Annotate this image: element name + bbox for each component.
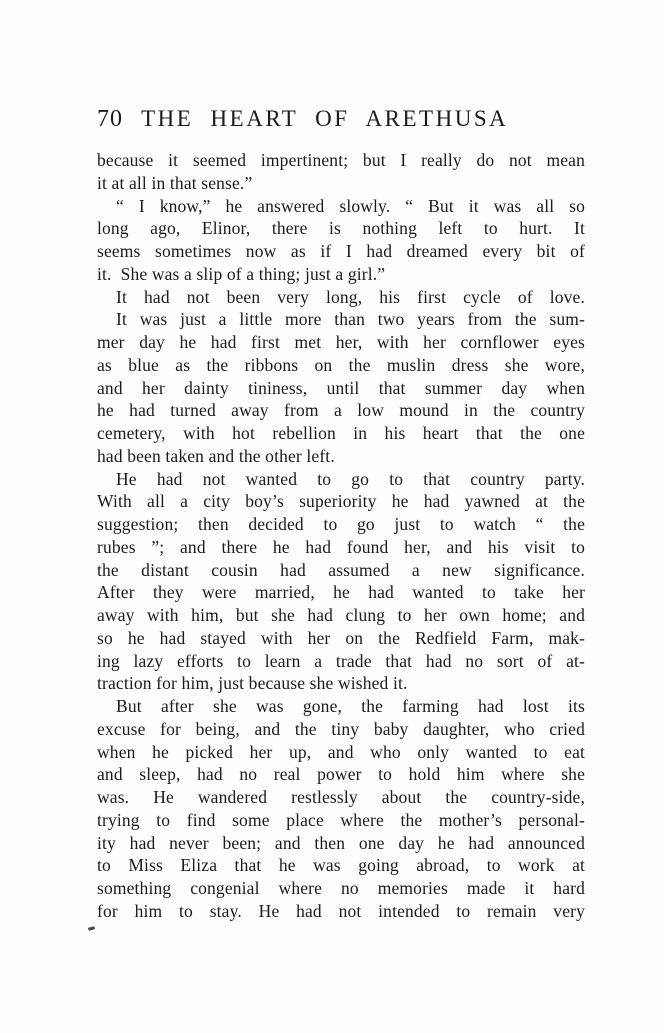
text-line: He had not wanted to go to that country party. — [116, 468, 585, 489]
text-line: and her dainty tininess, until that summer day when — [97, 377, 585, 398]
text-line: rubes ”; and there he had found her, and his visit to — [97, 536, 585, 557]
text-line: With all a city boy’s superiority he had yawned at the — [97, 491, 585, 512]
text-line: something congenial where no memories made it hard — [97, 878, 585, 898]
text-line: It was just a little more than two years from the sum- — [116, 309, 585, 330]
text-line: long ago, Elinor, there is nothing left to hurt. It — [97, 218, 585, 239]
page-number: 70 — [97, 106, 123, 132]
text-line: it at all in that sense.” — [97, 172, 253, 193]
text-line: he had turned away from a low mound in the country — [97, 400, 585, 421]
text-line: as blue as the ribbons on the muslin dress she wore, — [97, 354, 585, 375]
body-text — [97, 149, 585, 923]
text-line: It had not been very long, his first cycle of love. — [116, 286, 585, 307]
text-line: had been taken and the other left. — [97, 445, 335, 466]
text-line: cemetery, with hot rebellion in his heart that the one — [97, 423, 585, 443]
text-line: to Miss Eliza that he was going abroad, to work at — [97, 855, 585, 876]
text-line: traction for him, just because she wished it. — [97, 673, 408, 694]
text-line: ing lazy efforts to learn a trade that had no sort of at- — [97, 650, 585, 671]
text-line: ity had never been; and then one day he had announced — [97, 832, 585, 853]
text-line: “ I know,” he answered slowly. “ But it was all so — [116, 195, 585, 216]
text-line: away with him, but she had clung to her own home; and — [97, 605, 585, 625]
running-title: THE HEART OF ARETHUSA — [141, 106, 509, 131]
text-line: suggestion; then decided to go just to watch “ the — [97, 514, 585, 534]
text-line: and sleep, had no real power to hold him where she — [97, 764, 585, 785]
text-line: was. He wandered restlessly about the country-side, — [97, 787, 585, 807]
text-line: it. She was a slip of a thing; just a girl.” — [97, 263, 386, 284]
text-line: But after she was gone, the farming had lost its — [116, 696, 585, 716]
text-line: the distant cousin had assumed a new significance. — [97, 559, 585, 580]
text-line: After they were married, he had wanted to take her — [97, 582, 585, 603]
text-line: excuse for being, and the tiny baby daughter, who cried — [97, 718, 585, 739]
text-line: so he had stayed with her on the Redfield Farm, mak- — [97, 627, 585, 648]
text-line: mer day he had first met her, with her cornflower eyes — [97, 332, 585, 352]
text-line: seems sometimes now as if I had dreamed every bit of — [97, 241, 585, 261]
running-head — [0, 104, 664, 134]
text-line: because it seemed impertinent; but I really do not mean — [97, 150, 585, 170]
scan-artifact-mark — [88, 926, 96, 931]
text-line: for him to stay. He had not intended to remain very — [97, 900, 585, 921]
text-line: trying to find some place where the mother’s personal- — [97, 809, 585, 830]
text-line: when he picked her up, and who only wanted to eat — [97, 741, 585, 762]
